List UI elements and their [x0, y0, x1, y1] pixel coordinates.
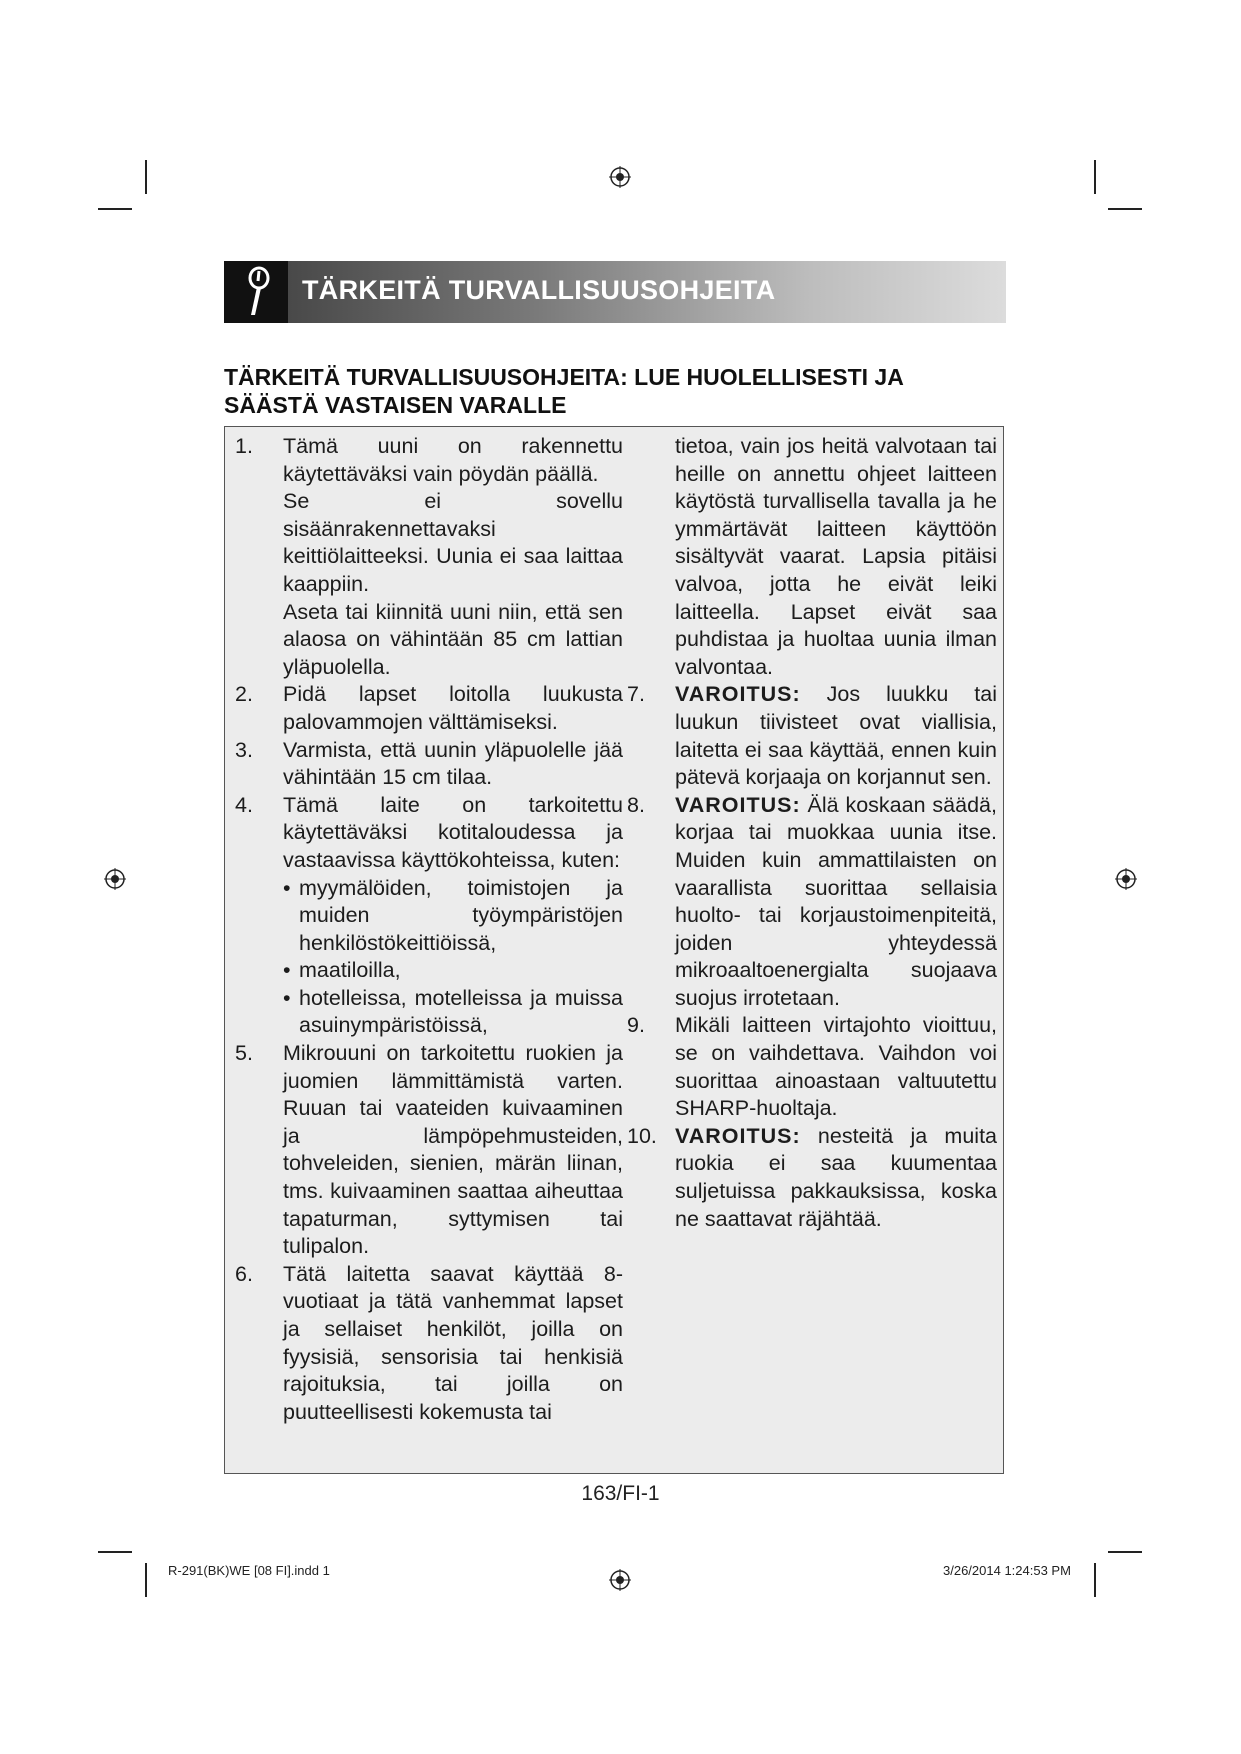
item-number: 2. [235, 682, 253, 707]
item-text: Mikrouuni on tarkoitettu ruokien ja juomien lämmittämistä varten. Ruuan tai vaateiden kuivaaminen ja lämpöpehmusteiden, tohveleiden, sienien, märän liinan, tms. kuivaaminen saattaa aiheuttaa tapaturman, syttymisen tai tulipalon. [283, 1041, 623, 1259]
bullet-item: • maatiloilla, [283, 957, 623, 985]
item-paragraph: Tämä uuni on rakennettu käytettäväksi vain pöydän päällä. [283, 434, 623, 486]
instruction-item-6 [235, 1261, 623, 1427]
bullet-item: • myymälöiden, toimistojen ja muiden työympäristöjen henkilöstökeittiöissä, [283, 875, 623, 958]
item-text: Tätä laitetta saavat käyttää 8-vuotiaat ja tätä vanhemmat lapset ja sellaiset henkilöt, joilla on fyysisiä, sensorisia tai henkisiä rajoituksia, tai joilla on puutteellisesti kokemusta tai [283, 1261, 623, 1424]
instruction-item-7 [627, 681, 997, 791]
item-text: Jos luukku tai luukun tiivisteet ovat viallisia, laitetta ei saa käyttää, ennen kuin pätevä korjaaja on korjannut sen. [675, 682, 997, 790]
item-number: 10. [627, 1123, 657, 1148]
instructions-column-right [627, 433, 997, 1233]
page-heading [224, 363, 984, 419]
exclamation-pin-icon [224, 261, 288, 323]
instruction-item-6-continued [627, 433, 997, 681]
item-text: tietoa, vain jos heitä valvotaan tai heille on annettu ohjeet laitteen käytöstä turvallisella tavalla ja he ymmärtävät laitteen käyttöön sisältyvät vaarat. Lapsia pitäisi valvoa, jotta he eivät leiki laitteella. Lapset eivät saa puhdistaa ja huoltaa uunia ilman valvontaa. [675, 434, 997, 679]
instruction-item-1 [235, 433, 623, 681]
warning-label: VAROITUS: [675, 792, 801, 817]
registration-mark-icon [609, 1569, 631, 1591]
registration-mark-icon [609, 166, 631, 188]
section-banner [224, 261, 1006, 323]
item-number: 4. [235, 792, 253, 817]
registration-mark-icon [1115, 868, 1137, 890]
crop-mark-top-right-h [1108, 208, 1142, 210]
page-number: 163/FI-1 [581, 1482, 660, 1505]
page-heading-line-2: SÄÄSTÄ VASTAISEN VARALLE [224, 392, 567, 418]
crop-mark-bottom-right-v [1094, 1563, 1096, 1597]
item-number: 6. [235, 1261, 253, 1286]
item-text: nesteitä ja muita ruokia ei saa kuumentaa suljetuissa pakkauksissa, koska ne saattavat räjähtää. [675, 1123, 997, 1231]
instructions-column-left [235, 433, 623, 1426]
warning-label: VAROITUS: [675, 682, 801, 707]
crop-mark-bottom-left-v [145, 1563, 147, 1597]
item-number: 5. [235, 1041, 253, 1066]
instruction-item-3 [235, 737, 623, 792]
warning-label: VAROITUS: [675, 1123, 801, 1148]
item-text: Varmista, että uunin yläpuolelle jää vähintään 15 cm tilaa. [283, 737, 623, 790]
crop-mark-top-left-v [145, 160, 147, 194]
crop-mark-top-left-h [98, 208, 132, 210]
registration-mark-icon [104, 868, 126, 890]
slug-datetime: 3/26/2014 1:24:53 PM [943, 1563, 1071, 1578]
item-text: Tämä laite on tarkoitettu käytettäväksi kotitaloudessa ja vastaavissa käyttökohteissa, kuten: [283, 792, 623, 872]
instruction-item-10 [627, 1123, 997, 1233]
item-number: 8. [627, 792, 645, 817]
instruction-item-8 [627, 792, 997, 1013]
item-number: 7. [627, 682, 645, 707]
item-text: Mikäli laitteen virtajohto vioittuu, se on vaihdettava. Vaihdon voi suorittaa ainoastaan valtuutettu SHARP-huoltaja. [675, 1013, 997, 1121]
instruction-item-5 [235, 1040, 623, 1261]
item-text: Pidä lapset loitolla luukusta palovammojen välttämiseksi. [283, 682, 623, 734]
crop-mark-bottom-right-h [1108, 1551, 1142, 1553]
item-paragraph: Se ei sovellu sisäänrakennettavaksi keittiölaitteeksi. Uunia ei saa laittaa kaappiin. [283, 489, 623, 596]
crop-mark-top-right-v [1094, 160, 1096, 194]
item-number: 9. [627, 1013, 645, 1038]
instruction-item-9 [627, 1012, 997, 1122]
item-number: 3. [235, 737, 253, 762]
bullet-item: • hotelleissa, motelleissa ja muissa asuinympäristöissä, [283, 985, 623, 1040]
item-number: 1. [235, 434, 253, 458]
slug-filename: R-291(BK)WE [08 FI].indd 1 [168, 1563, 330, 1578]
item-paragraph: Aseta tai kiinnitä uuni niin, että sen alaosa on vähintään 85 cm lattian yläpuolella. [283, 599, 623, 679]
instruction-item-2 [235, 681, 623, 736]
banner-title: TÄRKEITÄ TURVALLISUUSOHJEITA [302, 275, 776, 305]
page-heading-line-1: TÄRKEITÄ TURVALLISUUSOHJEITA: LUE HUOLELLISESTI JA [224, 364, 904, 390]
crop-mark-bottom-left-h [98, 1551, 132, 1553]
instructions-box [224, 426, 1004, 1474]
instruction-item-4 [235, 792, 623, 1040]
item-text: Älä koskaan säädä, korjaa tai muokkaa uunia itse. Muiden kuin ammattilaisten on vaarallista suorittaa sellaisia huolto- tai korjaustoimenpiteitä, joiden yhteydessä mikroaaltoenergialta suojaava suojus irrotetaan. [675, 792, 997, 1010]
